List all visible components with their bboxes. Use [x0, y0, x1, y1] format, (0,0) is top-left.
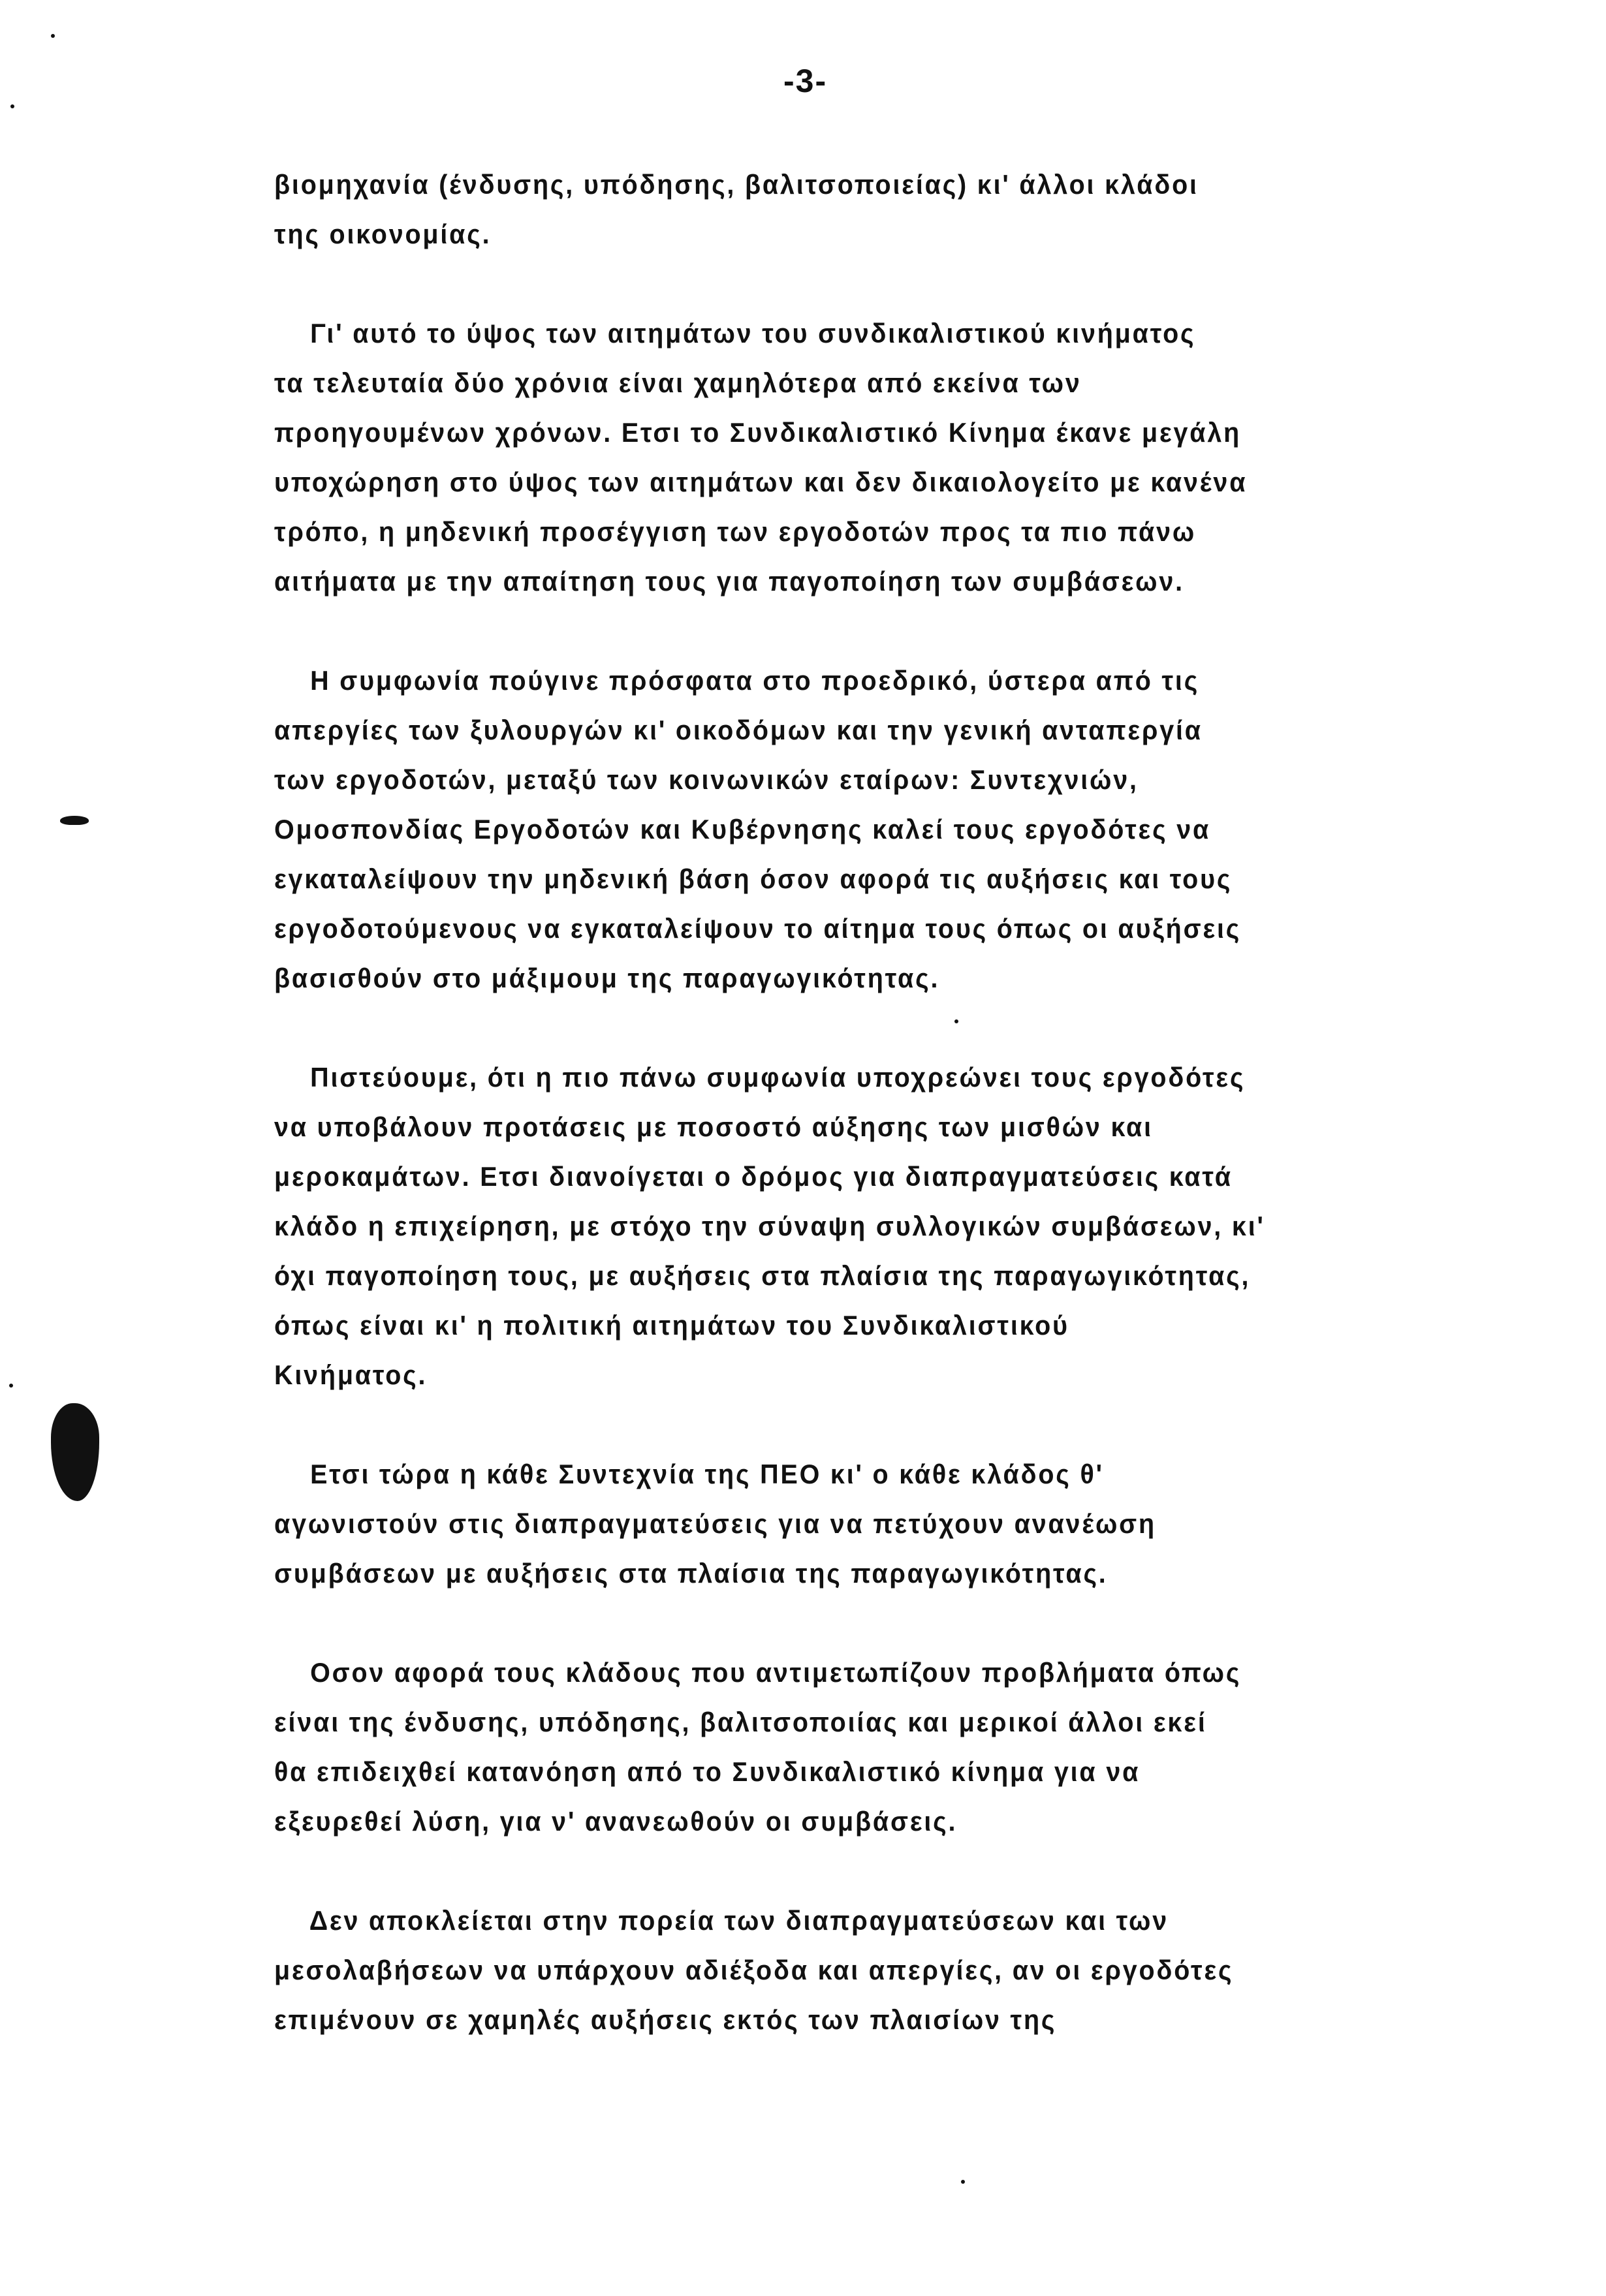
text-line: Ετσι τώρα η κάθε Συντεχνία της ΠΕΟ κι' ο κάθε κλάδος θ'	[274, 1459, 1104, 1489]
text-line: αιτήματα με την απαίτηση τους για παγοποίηση των συμβάσεων.	[274, 566, 1184, 597]
text-line: μεσολαβήσεων να υπάρχουν αδιέξοδα και απεργίες, αν οι εργοδότες	[274, 1955, 1234, 1985]
text-line: είναι της ένδυσης, υπόδησης, βαλιτσοποιίας και μερικοί άλλοι εκεί	[274, 1707, 1207, 1737]
paragraph	[274, 1896, 1397, 2045]
text-line: Πιστεύουμε, ότι η πιο πάνω συμφωνία υποχρεώνει τους εργοδότες	[274, 1062, 1246, 1093]
text-line: Ομοσπονδίας Εργοδοτών και Κυβέρνησης καλεί τους εργοδότες να	[274, 814, 1211, 845]
text-line: απεργίες των ξυλουργών κι' οικοδόμων και την γενική ανταπεργία	[274, 715, 1203, 745]
text-line: Η συμφωνία πούγινε πρόσφατα στο προεδρικό, ύστερα από τις	[274, 665, 1200, 696]
text-line: της οικονομίας.	[274, 219, 492, 249]
text-line: όπως είναι κι' η πολιτική αιτημάτων του Συνδικαλιστικού	[274, 1310, 1069, 1341]
paragraph	[274, 309, 1397, 606]
text-line: αγωνιστούν στις διαπραγματεύσεις για να πετύχουν ανανέωση	[274, 1508, 1156, 1539]
text-line: Δεν αποκλείεται στην πορεία των διαπραγματεύσεων και των	[274, 1905, 1169, 1936]
page-number: -3-	[783, 63, 828, 99]
text-line: Κινήματος.	[274, 1359, 428, 1390]
text-line: υποχώρηση στο ύψος των αιτημάτων και δεν δικαιολογείτο με κανένα	[274, 467, 1248, 497]
paragraph	[274, 1648, 1397, 1846]
paragraph	[274, 656, 1397, 1003]
paragraph	[274, 160, 1397, 259]
text-line: τρόπο, η μηδενική προσέγγιση των εργοδοτών προς τα πιο πάνω	[274, 516, 1197, 547]
text-line: Γι' αυτό το ύψος των αιτημάτων του συνδικαλιστικού κινήματος	[274, 318, 1196, 349]
text-line: τα τελευταία δύο χρόνια είναι χαμηλότερα από εκείνα των	[274, 367, 1082, 398]
text-line: βιομηχανία (ένδυσης, υπόδησης, βαλιτσοποιείας) κι' άλλοι κλάδοι	[274, 169, 1199, 200]
hole-punch-mark	[51, 1403, 99, 1501]
text-line: εξευρεθεί λύση, για ν' ανανεωθούν οι συμβάσεις.	[274, 1806, 958, 1837]
text-line: προηγουμένων χρόνων. Ετσι το Συνδικαλιστικό Κίνημα έκανε μεγάλη	[274, 417, 1242, 448]
scan-mark	[60, 816, 89, 825]
text-line: εργοδοτούμενους να εγκαταλείψουν το αίτημα τους όπως οι αυξήσεις	[274, 913, 1242, 944]
text-line: κλάδο η επιχείρηση, με στόχο την σύναψη συλλογικών συμβάσεων, κι'	[274, 1211, 1265, 1241]
text-line: όχι παγοποίηση τους, με αυξήσεις στα πλαίσια της παραγωγικότητας,	[274, 1260, 1251, 1291]
text-line: μεροκαμάτων. Ετσι διανοίγεται ο δρόμος για διαπραγματεύσεις κατά	[274, 1161, 1233, 1192]
text-line: επιμένουν σε χαμηλές αυξήσεις εκτός των πλαισίων της	[274, 2004, 1057, 2035]
text-line: των εργοδοτών, μεταξύ των κοινωνικών εταίρων: Συντεχνιών,	[274, 764, 1139, 795]
scan-speck	[51, 34, 55, 38]
scan-speck	[961, 2180, 965, 2184]
scan-speck	[9, 1384, 13, 1388]
scan-speck	[954, 1019, 958, 1023]
text-line: εγκαταλείψουν την μηδενική βάση όσον αφορά τις αυξήσεις και τους	[274, 863, 1233, 894]
document-body	[274, 160, 1397, 2094]
text-line: συμβάσεων με αυξήσεις στα πλαίσια της παραγωγικότητας.	[274, 1558, 1108, 1589]
text-line: βασισθούν στο μάξιμουμ της παραγωγικότητας.	[274, 963, 940, 993]
text-line: θα επιδειχθεί κατανόηση από το Συνδικαλιστικό κίνημα για να	[274, 1756, 1141, 1787]
scan-speck	[10, 104, 14, 108]
text-line: να υποβάλουν προτάσεις με ποσοστό αύξησης των μισθών και	[274, 1111, 1153, 1142]
paragraph	[274, 1450, 1397, 1598]
paragraph	[274, 1053, 1397, 1400]
text-line: Οσον αφορά τους κλάδους που αντιμετωπίζουν προβλήματα όπως	[274, 1657, 1242, 1688]
